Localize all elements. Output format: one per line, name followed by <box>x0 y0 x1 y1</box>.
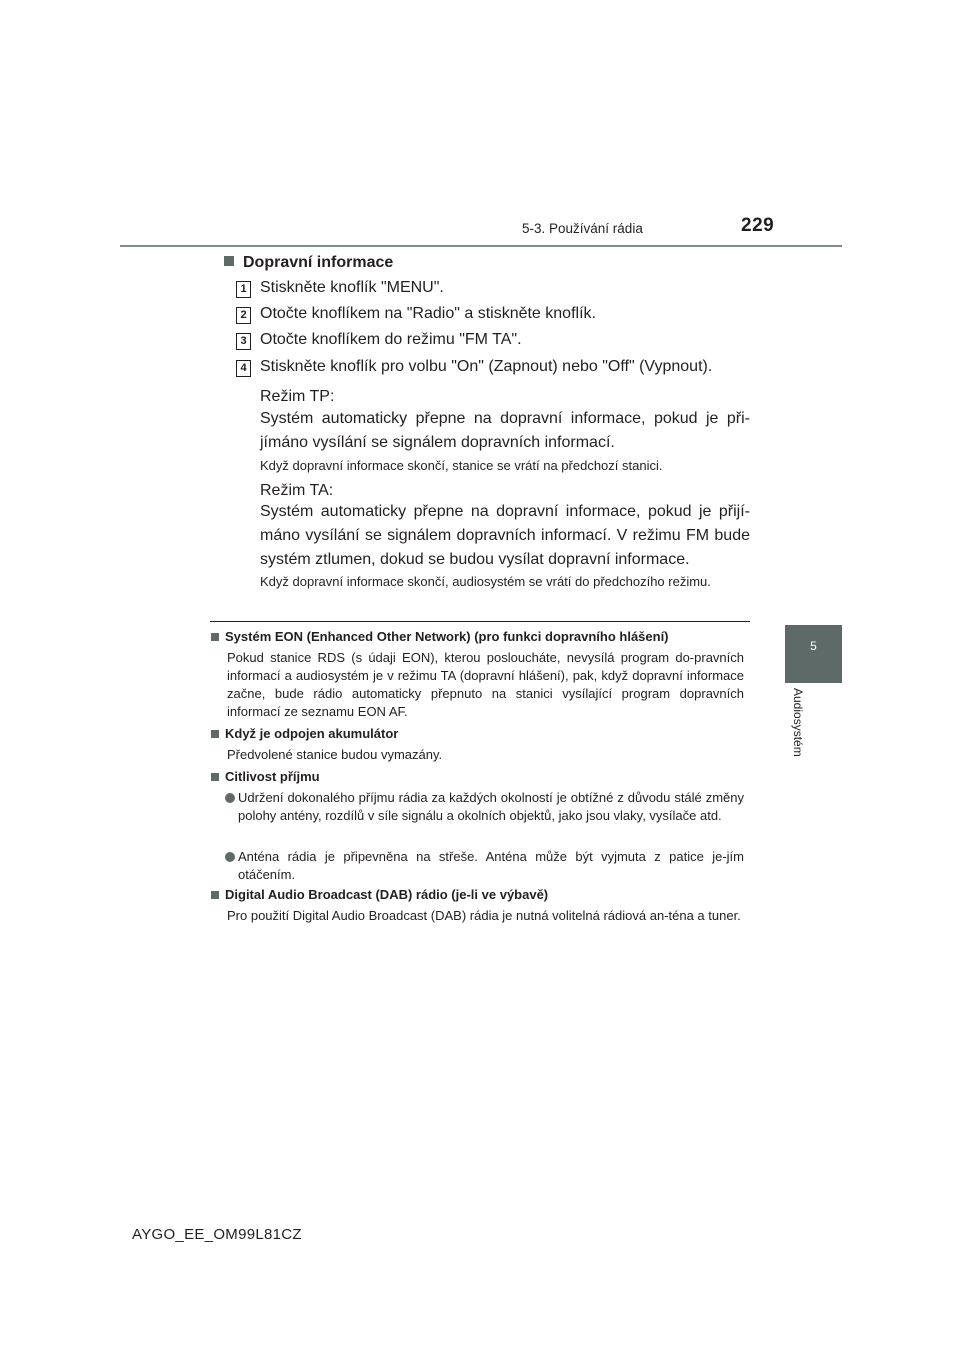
tp-mode-label: Režim TP: <box>260 388 335 405</box>
step-text: Otočte knoflíkem do režimu "FM TA". <box>260 331 522 348</box>
list-item <box>211 789 744 845</box>
note-dab-text: Pro použití Digital Audio Broadcast (DAB) rádia je nutná volitelná rádiová an-téna a tuner. <box>227 908 741 923</box>
page-number: 229 <box>741 215 775 236</box>
square-bullet-icon <box>211 891 219 899</box>
chapter-label: Audiosystém <box>791 688 805 757</box>
note-title-text: Digital Audio Broadcast (DAB) rádio (je-li ve výbavě) <box>225 887 549 902</box>
circle-bullet-icon <box>225 793 235 803</box>
note-battery-title <box>211 726 398 741</box>
step-text: Stiskněte knoflík pro volbu "On" (Zapnout) nebo "Off" (Vypnout). <box>260 358 713 375</box>
note-eon-title <box>211 629 669 644</box>
note-dab-title <box>211 887 548 902</box>
step-number: 1 <box>236 281 251 298</box>
square-bullet-icon <box>211 773 219 781</box>
note-eon-text: Pokud stanice RDS (s údaji EON), kterou posloucháte, nevysílá program do-pravních informací a audiosystém je v režimu TA (dopravní hlášení), pak, když dopravní informace začne, bude rádio automaticky přepnuto na stanici vysílající program dopravních informací ze seznamu EON AF. <box>227 650 744 719</box>
section-title-text: Dopravní informace <box>243 254 394 271</box>
list-item <box>211 848 744 886</box>
square-bullet-icon <box>224 256 234 266</box>
section-divider <box>210 621 750 622</box>
ta-mode-label: Režim TA: <box>260 482 334 499</box>
chapter-number: 5 <box>810 639 817 653</box>
square-bullet-icon <box>211 730 219 738</box>
ta-mode-note: Když dopravní informace skončí, audiosystém se vrátí do předchozího režimu. <box>260 574 711 589</box>
bullet-text: Anténa rádia je připevněna na střeše. Anténa může být vyjmuta z patice je-jím otáčením. <box>238 849 744 882</box>
bullet-text: Udržení dokonalého příjmu rádia za každých okolností je obtížné z důvodu stálé změny polohy antény, rozdílů v síle signálu a okolních objektů, jako jsou vlaky, vysílače atd. <box>238 790 744 823</box>
note-sensitivity-title <box>211 769 320 784</box>
header-divider <box>120 245 842 247</box>
note-title-text: Když je odpojen akumulátor <box>225 726 399 741</box>
step-number: 2 <box>236 307 251 324</box>
section-title <box>224 254 393 272</box>
section-heading: 5-3. Používání rádia <box>522 221 643 236</box>
note-title-text: Systém EON (Enhanced Other Network) (pro funkci dopravního hlášení) <box>225 629 669 644</box>
note-title-text: Citlivost příjmu <box>225 769 320 784</box>
document-code: AYGO_EE_OM99L81CZ <box>132 1226 302 1243</box>
chapter-tab <box>785 625 842 683</box>
step-text: Stiskněte knoflík "MENU". <box>260 279 444 296</box>
step-text: Otočte knoflíkem na "Radio" a stiskněte knoflík. <box>260 305 596 322</box>
tp-mode-text: Systém automaticky přepne na dopravní informace, pokud je při-jímáno vysílání se signálem dopravních informací. <box>260 410 750 451</box>
circle-bullet-icon <box>225 852 235 862</box>
step-number: 4 <box>236 360 251 377</box>
step-number: 3 <box>236 333 251 350</box>
note-battery-text: Předvolené stanice budou vymazány. <box>227 747 443 762</box>
ta-mode-text: Systém automaticky přepne na dopravní informace, pokud je přijí-máno vysílání se signálem dopravních informací. V režimu FM bude systém ztlumen, dokud se budou vysílat dopravní informace. <box>260 503 750 568</box>
chapter-label-wrap <box>791 688 807 780</box>
square-bullet-icon <box>211 633 219 641</box>
tp-mode-note: Když dopravní informace skončí, stanice se vrátí na předchozí stanici. <box>260 458 663 473</box>
